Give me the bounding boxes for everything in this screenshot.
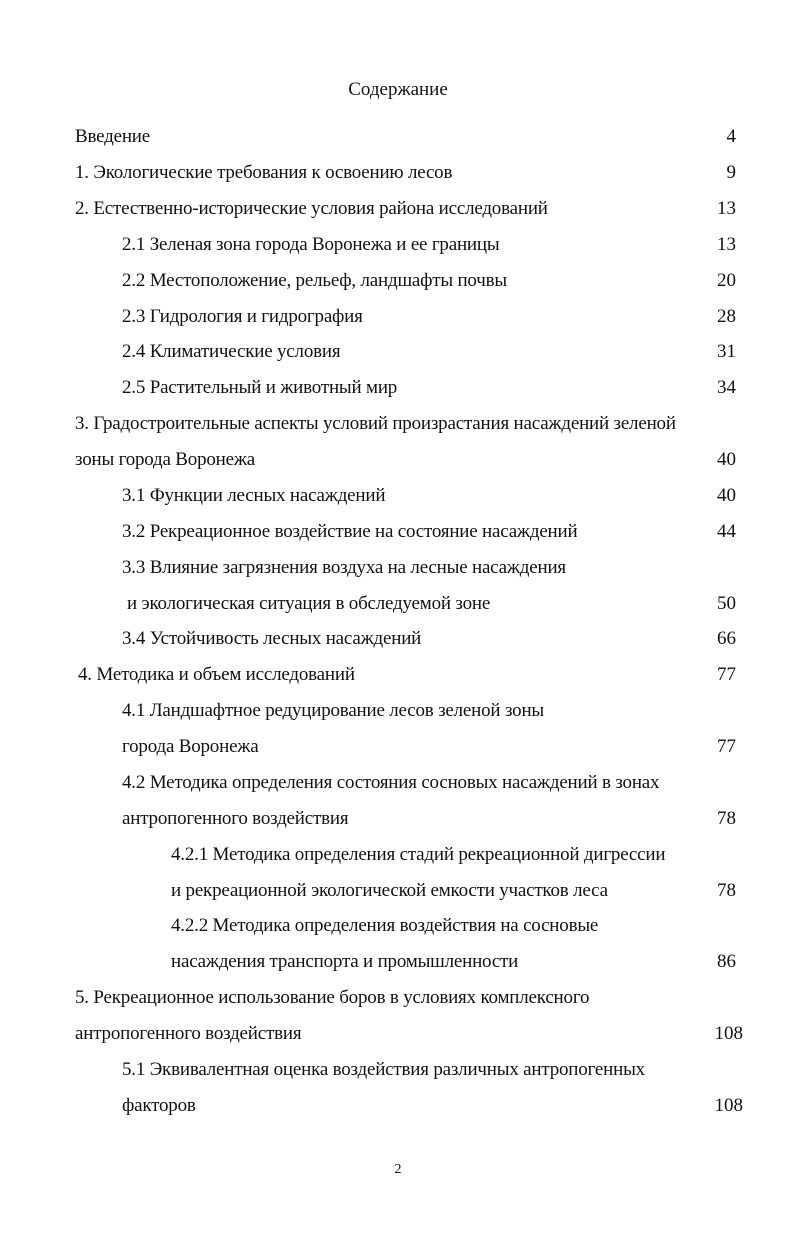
toc-entry-page: 86	[717, 951, 736, 972]
toc-entry-text: 3.2 Рекреационное воздействие на состояние насаждений	[122, 521, 578, 542]
toc-entry-text: Введение	[75, 126, 150, 147]
toc-entry-page: 108	[714, 1023, 743, 1044]
toc-entry-page: 44	[717, 521, 736, 542]
toc-entry-text: города Воронежа	[122, 736, 259, 757]
toc-entry-page: 50	[717, 593, 736, 614]
toc-entry-page: 13	[717, 198, 736, 219]
page-number: 2	[394, 1162, 402, 1177]
toc-entry-page: 78	[717, 880, 736, 901]
toc-entry-text: 2.2 Местоположение, рельеф, ландшафты почвы	[122, 270, 507, 291]
toc-entry-page: 20	[717, 270, 736, 291]
toc-entry-page: 28	[717, 306, 736, 327]
toc-entry-text: 5. Рекреационное использование боров в условиях комплексного	[75, 987, 590, 1008]
toc-entry-text: антропогенного воздействия	[122, 808, 349, 829]
toc-entry-text: 3.4 Устойчивость лесных насаждений	[122, 628, 422, 649]
toc-entry-text: насаждения транспорта и промышленности	[171, 951, 519, 972]
toc-entry-text: 2.4 Климатические условия	[122, 341, 341, 362]
toc-entry-text: 2.1 Зеленая зона города Воронежа и ее границы	[122, 234, 500, 255]
toc-entry-page: 9	[726, 162, 736, 183]
toc-entry-page: 40	[717, 449, 736, 470]
toc-entry-text: 4.1 Ландшафтное редуцирование лесов зеленой зоны	[122, 700, 544, 721]
toc-entry-text: 4.2.1 Методика определения стадий рекреационной дигрессии	[171, 844, 666, 865]
toc-entry-page: 66	[717, 628, 736, 649]
toc-entry-text: 3.1 Функции лесных насаждений	[122, 485, 386, 506]
toc-entry-text: 4.2 Методика определения состояния сосновых насаждений в зонах	[122, 772, 660, 793]
toc-entry-text: антропогенного воздействия	[75, 1023, 302, 1044]
toc-entry-text: факторов	[122, 1095, 196, 1116]
toc-entry-page: 77	[717, 664, 736, 685]
toc-entry-text: 2.5 Растительный и животный мир	[122, 377, 398, 398]
toc-entry-page: 13	[717, 234, 736, 255]
toc-entry-text: и рекреационной экологической емкости участков леса	[171, 880, 608, 901]
toc-entry-text: 3. Градостроительные аспекты условий произрастания насаждений зеленой	[75, 413, 676, 434]
toc-entry-page: 108	[714, 1095, 743, 1116]
toc-entry-page: 4	[726, 126, 736, 147]
toc-entry-text: 4.2.2 Методика определения воздействия на сосновые	[171, 915, 599, 936]
toc-entry-text: 1. Экологические требования к освоению лесов	[75, 162, 453, 183]
toc-entry-page: 31	[717, 341, 736, 362]
toc-entry-text: 4. Методика и объем исследований	[78, 664, 355, 685]
toc-entry-text: 2. Естественно-исторические условия района исследований	[75, 198, 548, 219]
toc-entry-text: 3.3 Влияние загрязнения воздуха на лесные насаждения	[122, 557, 566, 578]
toc-entry-text: 2.3 Гидрология и гидрография	[122, 306, 363, 327]
toc-entry-page: 78	[717, 808, 736, 829]
toc-entry-page: 77	[717, 736, 736, 757]
toc-entry-page: 40	[717, 485, 736, 506]
toc-entry-text: зоны города Воронежа	[75, 449, 256, 470]
toc-entry-text: 5.1 Эквивалентная оценка воздействия различных антропогенных	[122, 1059, 645, 1080]
toc-entry-text: и экологическая ситуация в обследуемой зоне	[127, 593, 491, 614]
page-title: Содержание	[348, 79, 448, 100]
toc-entry-page: 34	[717, 377, 736, 398]
